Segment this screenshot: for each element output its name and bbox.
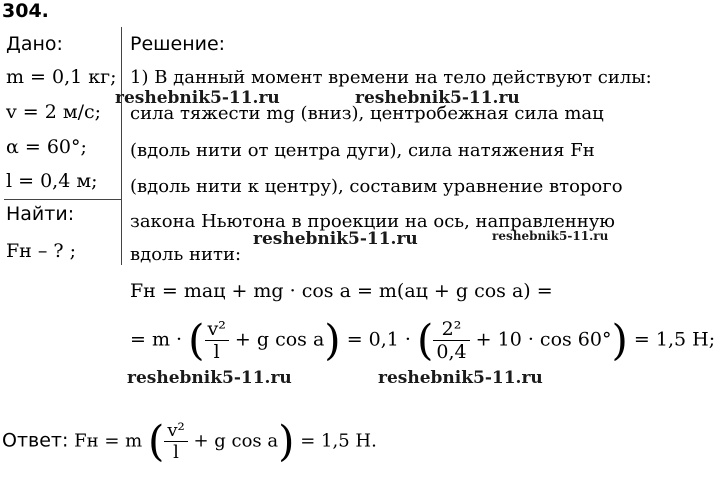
eq2-fraction bbox=[205, 318, 229, 363]
answer-result: = 1,5 Н. bbox=[300, 430, 377, 452]
paren-close-2: ) bbox=[611, 315, 628, 365]
answer-label: Ответ: bbox=[2, 429, 69, 452]
eq2-result: = 1,5 Н; bbox=[633, 328, 715, 351]
eq2-frac2-den: 0,4 bbox=[436, 341, 467, 363]
watermark: reshebnik5-11.ru bbox=[355, 88, 520, 108]
paren-open: ( bbox=[188, 315, 205, 365]
watermark: reshebnik5-11.ru bbox=[253, 229, 418, 249]
eq2-eq: = 0,1 · bbox=[346, 328, 411, 351]
solution-line-5: закона Ньютона в проекции на ось, направленную bbox=[130, 211, 615, 232]
eq2-frac-num: v² bbox=[205, 318, 229, 341]
equation-line-1: Fн = maц + mg · cos a = m(aц + g cos a) = bbox=[130, 280, 553, 302]
given-line-length: l = 0,4 м; bbox=[6, 170, 98, 192]
eq2-mid2: + 10 · cos 60° bbox=[475, 328, 612, 351]
answer-lhs: Fн = m bbox=[74, 430, 143, 452]
watermark: reshebnik5-11.ru bbox=[492, 229, 609, 243]
watermark: reshebnik5-11.ru bbox=[127, 368, 292, 388]
eq2-frac2-num: 2² bbox=[433, 318, 469, 341]
given-line-angle: α = 60°; bbox=[6, 136, 87, 158]
solution-line-4: (вдоль нити к центру), составим уравнение второго bbox=[130, 176, 623, 197]
eq2-mid: + g cos a bbox=[234, 328, 325, 351]
answer-line bbox=[2, 416, 377, 466]
eq2-left: = m · bbox=[130, 328, 183, 351]
given-divider-vertical bbox=[121, 27, 122, 265]
given-divider-horizontal bbox=[4, 199, 121, 200]
answer-paren-close: ) bbox=[278, 416, 295, 466]
find-line: Fн – ? ; bbox=[6, 240, 77, 262]
answer-frac-den: l bbox=[173, 442, 179, 463]
answer-frac-num: v² bbox=[164, 420, 187, 442]
paren-close: ) bbox=[324, 315, 341, 365]
eq2-fraction-2 bbox=[433, 318, 469, 363]
solution-line-3: (вдоль нити от центра дуги), сила натяжения Fн bbox=[130, 140, 595, 161]
find-header: Найти: bbox=[6, 203, 75, 225]
eq2-frac-den: l bbox=[213, 341, 220, 363]
watermark: reshebnik5-11.ru bbox=[115, 88, 280, 108]
answer-paren-open: ( bbox=[147, 416, 165, 466]
solution-line-6: вдоль нити: bbox=[130, 244, 242, 265]
given-line-velocity: v = 2 м/с; bbox=[6, 101, 102, 123]
answer-fraction bbox=[164, 420, 187, 463]
answer-mid: + g cos a bbox=[193, 430, 279, 452]
problem-number: 304. bbox=[2, 0, 49, 22]
solution-header: Решение: bbox=[130, 33, 226, 55]
given-line-mass: m = 0,1 кг; bbox=[6, 66, 117, 88]
equation-line-2 bbox=[130, 315, 715, 365]
paren-open-2: ( bbox=[417, 315, 434, 365]
solution-line-2: сила тяжести mg (вниз), центробежная сила maц bbox=[130, 103, 604, 124]
solution-line-1: 1) В данный момент времени на тело действуют силы: bbox=[130, 67, 652, 88]
given-header: Дано: bbox=[6, 33, 63, 55]
watermark: reshebnik5-11.ru bbox=[378, 368, 543, 388]
